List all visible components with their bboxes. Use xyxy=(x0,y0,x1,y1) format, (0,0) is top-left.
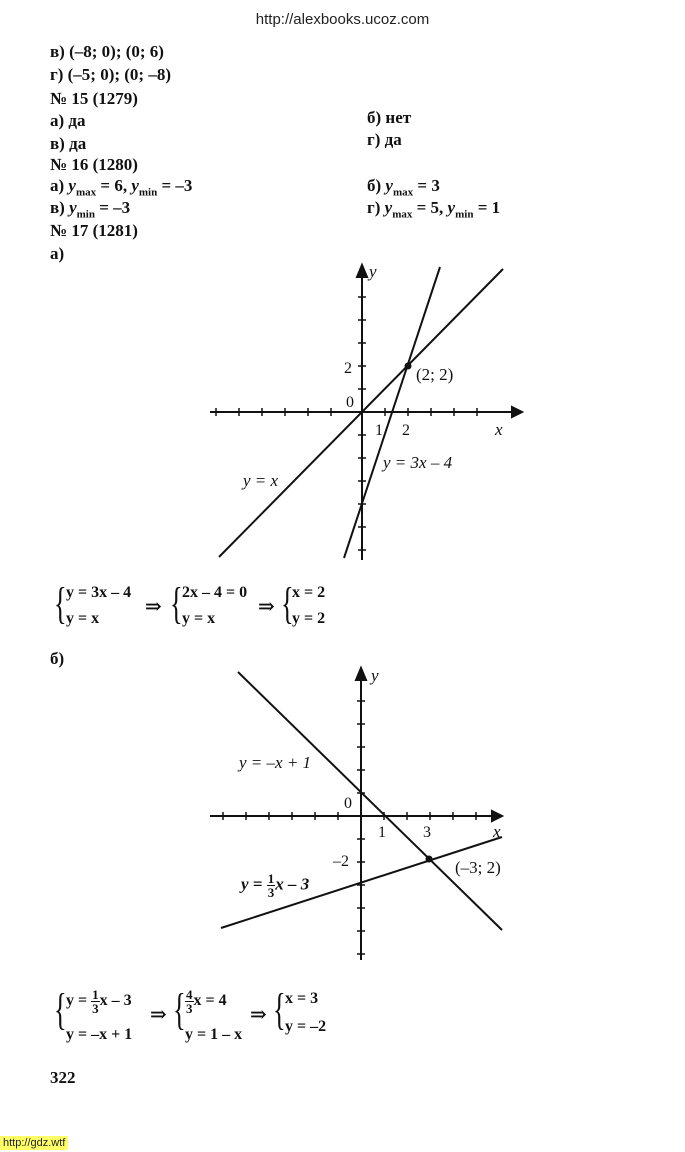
graph-a-point-label: (2; 2) xyxy=(416,365,454,384)
task-16-g: г) $y_{max} = 5$, $y_{min} = 1$ xyxy=(367,198,501,221)
graph-b-point-label: (–3; 2) xyxy=(455,858,501,877)
system-b-brace-3: { xyxy=(273,985,286,1034)
system-b-eq1-bottom: y = –x + 1 xyxy=(66,1026,133,1043)
graph-b-tick-ym2-label: –2 xyxy=(333,853,349,870)
system-a-eq2-bottom: y = x xyxy=(182,610,216,627)
task-15-v: в) да xyxy=(50,134,87,153)
graph-a-intersection-point xyxy=(405,363,412,370)
graph-a-line2-label: y = 3x – 4 xyxy=(383,453,453,472)
system-a-brace-3: { xyxy=(281,579,294,628)
graph-b-intersection-point xyxy=(426,856,433,863)
system-b-eq2-bottom: y = 1 – x xyxy=(185,1026,243,1043)
system-a-eq1-top: y = 3x – 4 xyxy=(66,584,132,601)
graph-b-x-arrow xyxy=(492,811,502,821)
task-15-a: а) да xyxy=(50,111,86,130)
graph-b-x-label: x xyxy=(493,822,501,841)
system-b-eq3-top: x = 3 xyxy=(285,990,319,1007)
task-16-v: в) $y_{min} = -3$ xyxy=(50,198,131,221)
graph-b-y-arrow xyxy=(356,668,366,680)
answer-g-prev: г) (–5; 0); (0; –8) xyxy=(50,65,172,84)
graph-a xyxy=(0,255,685,575)
system-b-eq2-top: $\frac{4}{3}$ x = 4 xyxy=(186,987,227,1016)
task-16-a: а) $y_{max} = 6$, $y_{min} = -3$ xyxy=(50,176,193,199)
graph-a-y-arrow xyxy=(357,265,367,277)
system-b-brace-2: { xyxy=(173,985,186,1034)
graph-a-tick-x1-label: 1 xyxy=(375,422,383,439)
system-a-implies-2: ⇒ xyxy=(258,596,275,618)
system-a-eq3-bottom: y = 2 xyxy=(292,610,326,627)
header-url: http://alexbooks.ucoz.com xyxy=(255,11,430,28)
system-b-implies-1: ⇒ xyxy=(150,1004,167,1026)
graph-b-tick-x1-label: 1 xyxy=(378,824,386,841)
task-15-b: б) нет xyxy=(367,108,412,127)
graph-b-origin-label: 0 xyxy=(344,795,352,812)
part-b-label: б) xyxy=(50,649,65,668)
system-a-brace-1: { xyxy=(54,579,67,628)
system-a-brace-2: { xyxy=(170,579,183,628)
system-a-eq2-top: 2x – 4 = 0 xyxy=(182,584,248,601)
graph-a-x-label: x xyxy=(495,420,503,439)
system-a-eq1-bottom: y = x xyxy=(66,610,100,627)
graph-b-tick-x3-label: 3 xyxy=(423,824,431,841)
system-a-eq3-top: x = 2 xyxy=(292,584,326,601)
page-number: 322 xyxy=(50,1068,76,1087)
graph-a-tick-x2-label: 2 xyxy=(402,422,410,439)
graph-a-tick-y2-label: 2 xyxy=(344,360,352,377)
task-16-title: № 16 (1280) xyxy=(50,155,138,174)
graph-a-x-arrow xyxy=(512,407,522,417)
system-b-eq1-top: y = $\frac{1}{3}$ x – 3 xyxy=(66,987,132,1016)
system-a-implies-1: ⇒ xyxy=(145,596,162,618)
graph-b-line1-label: y = –x + 1 xyxy=(239,753,312,772)
graph-b-line2-label: y = $\frac{1}{3}$ x – 3 xyxy=(241,871,310,900)
graph-a-y-label: y xyxy=(369,262,377,281)
footer-link[interactable]: http://gdz.wtf xyxy=(0,1136,68,1150)
graph-a-line1-label: y = x xyxy=(243,471,279,490)
task-16-b: б) $y_{max} = 3$ xyxy=(367,176,440,199)
task-17-title: № 17 (1281) xyxy=(50,221,138,240)
graph-a-origin-label: 0 xyxy=(346,394,354,411)
answer-v-prev: в) (–8; 0); (0; 6) xyxy=(50,42,164,61)
task-15-g: г) да xyxy=(367,130,402,149)
task-15-title: № 15 (1279) xyxy=(50,89,138,108)
graph-b xyxy=(0,660,685,970)
graph-b-y-label: y xyxy=(371,666,379,685)
system-b-eq3-bottom: y = –2 xyxy=(285,1018,327,1035)
part-a-label: а) xyxy=(50,244,65,263)
system-b-implies-2: ⇒ xyxy=(250,1004,267,1026)
system-b-brace-1: { xyxy=(54,985,67,1034)
